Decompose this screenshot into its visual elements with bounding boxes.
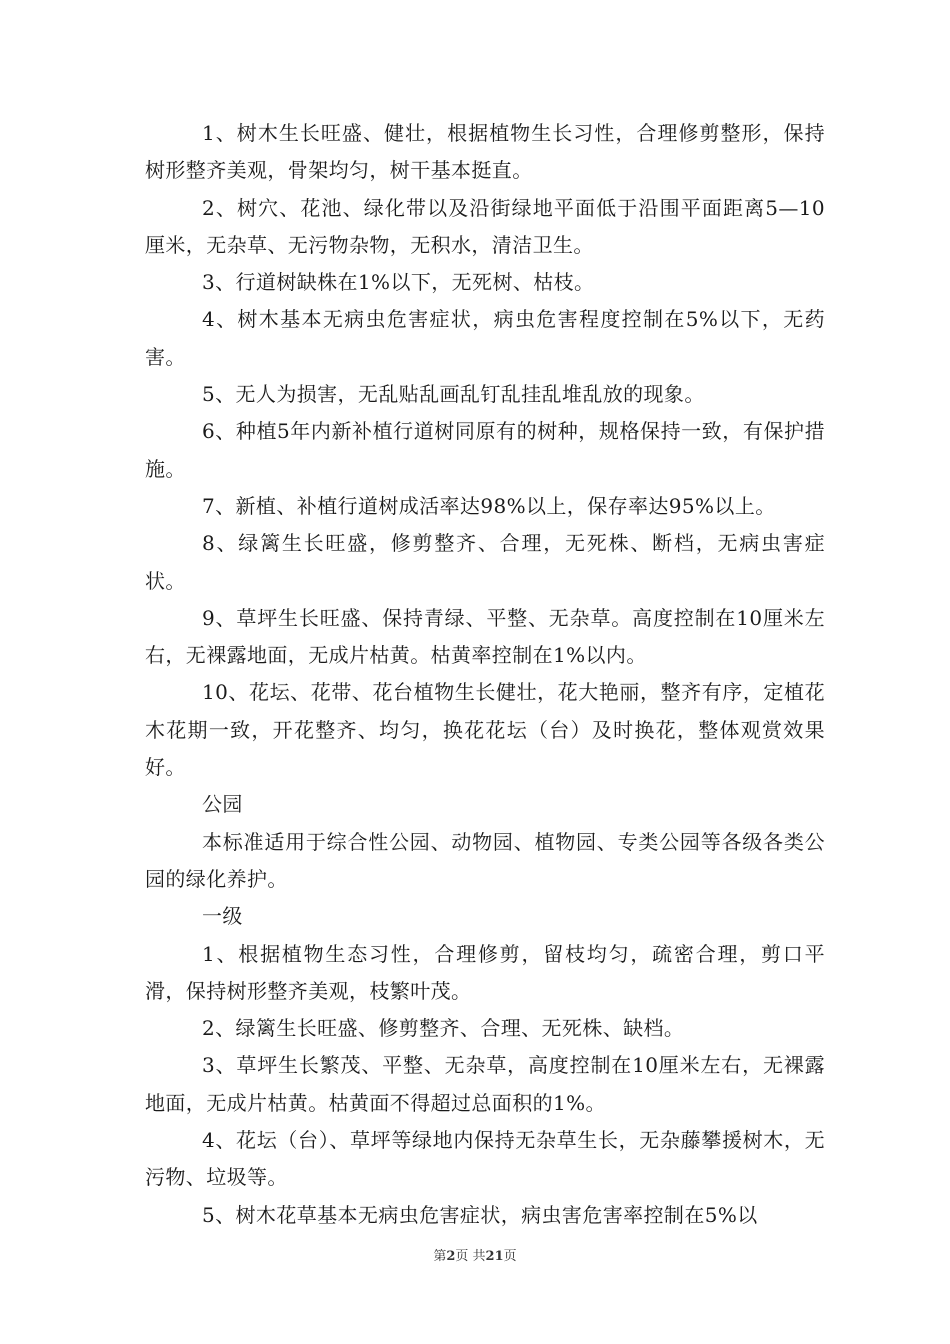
page-footer	[0, 1245, 950, 1264]
paragraph: 5、无人为损害，无乱贴乱画乱钉乱挂乱堆乱放的现象。	[202, 382, 705, 407]
paragraph: 1、根据植物生态习性，合理修剪，留枝均匀，疏密合理，剪口平滑，保持树形整齐美观，枝繁叶茂。	[145, 941, 825, 1003]
paragraph: 10、花坛、花带、花台植物生长健壮，花大艳丽，整齐有序，定植花木花期一致，开花整齐、均匀，换花花坛（台）及时换花，整体观赏效果好。	[145, 680, 825, 780]
paragraph: 1、树木生长旺盛、健壮，根据植物生长习性，合理修剪整形，保持树形整齐美观，骨架均匀，树干基本挺直。	[145, 121, 825, 183]
footer-suffix: 页	[503, 1249, 517, 1264]
total-pages-number: 21	[485, 1249, 504, 1264]
paragraph: 6、种植5年内新补植行道树同原有的树种，规格保持一致，有保护措施。	[145, 419, 825, 481]
paragraph: 5、树木花草基本无病虫危害症状，病虫害危害率控制在5%以	[202, 1202, 758, 1227]
paragraph: 3、草坪生长繁茂、平整、无杂草，高度控制在10厘米左右，无裸露地面，无成片枯黄。枯黄面不得超过总面积的1%。	[145, 1053, 825, 1115]
paragraph: 4、花坛（台）、草坪等绿地内保持无杂草生长，无杂藤攀援树木，无污物、垃圾等。	[145, 1128, 825, 1190]
paragraph: 2、树穴、花池、绿化带以及沿街绿地平面低于沿围平面距离5—10厘米，无杂草、无污物杂物，无积水，清洁卫生。	[145, 195, 825, 257]
section-heading-level-one: 一级	[202, 904, 243, 929]
footer-middle: 页 共	[455, 1249, 486, 1264]
paragraph: 本标准适用于综合性公园、动物园、植物园、专类公园等各级各类公园的绿化养护。	[145, 829, 825, 891]
paragraph: 4、树木基本无病虫危害症状，病虫危害程度控制在5%以下，无药害。	[145, 307, 825, 369]
paragraph: 7、新植、补植行道树成活率达98%以上，保存率达95%以上。	[202, 493, 776, 518]
current-page-number: 2	[446, 1249, 456, 1264]
footer-prefix: 第	[433, 1249, 447, 1264]
paragraph: 2、绿篱生长旺盛、修剪整齐、合理、无死株、缺档。	[202, 1016, 685, 1041]
paragraph: 9、草坪生长旺盛、保持青绿、平整、无杂草。高度控制在10厘米左右，无裸露地面，无成片枯黄。枯黄率控制在1%以内。	[145, 605, 825, 668]
page-body	[145, 115, 825, 1234]
paragraph: 8、绿篱生长旺盛，修剪整齐、合理，无死株、断档，无病虫害症状。	[145, 531, 825, 593]
paragraph: 3、行道树缺株在1%以下，无死树、枯枝。	[202, 270, 595, 295]
section-heading-park: 公园	[202, 792, 243, 817]
